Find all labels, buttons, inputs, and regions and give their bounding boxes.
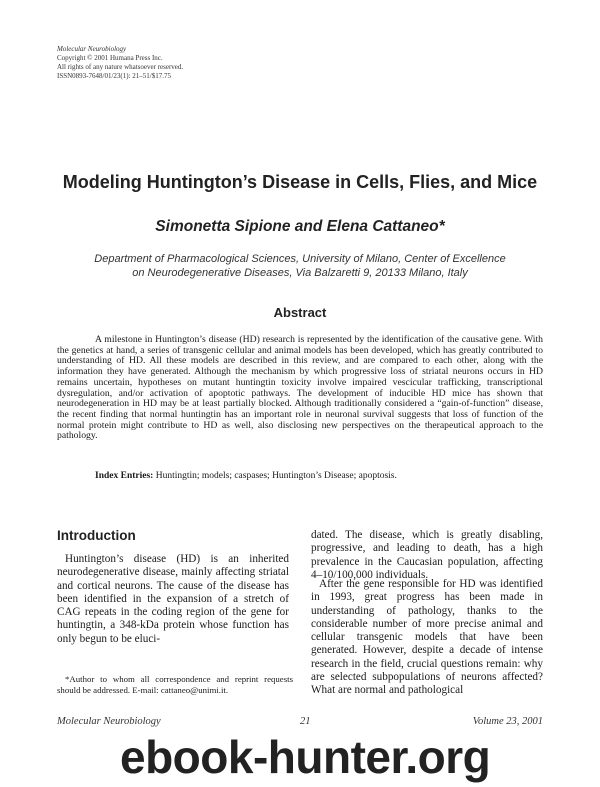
affiliation (60, 252, 540, 280)
watermark-text: ebook-hunter.org (120, 731, 491, 783)
issn-line: ISSN0893-7648/01/23(1): 21–51/$17.75 (57, 72, 171, 80)
footer-page-number: 21 (300, 716, 311, 727)
footer-journal: Molecular Neurobiology (57, 716, 161, 727)
journal-name: Molecular Neurobiology (57, 45, 127, 53)
intro-left-paragraph: Huntington’s disease (HD) is an inherited neurodegenerative disease, mainly affecting striatal and cortical neurons. The cause of the disease has been identified in the expansion of a stretch of CAG repeats in the coding region of the gene for huntingtin, a 348-kDa protein whose function has only begun to be eluci- (57, 553, 289, 645)
copyright-line: Copyright © 2001 Humana Press Inc. (57, 54, 163, 62)
intro-right-paragraph-2: After the gene responsible for HD was identified in 1993, great progress has been made in understanding of pathology, thanks to the considerable number of more precise animal and cellular transgenic models that have been generated. However, despite a decade of intense research in the field, crucial questions remain: why are selected subpopulations of neurons affected? What are normal and pathological (311, 578, 543, 697)
affiliation-line-2: on Neurodegenerative Diseases, Via Balzaretti 9, 20133 Milano, Italy (132, 267, 468, 279)
intro-right-paragraph-1: dated. The disease, which is greatly disabling, progressive, and leading to death, has a high prevalence in the Caucasian population, affecting 4–10/100,000 individuals. (311, 529, 543, 581)
journal-header (57, 45, 183, 81)
article-authors: Simonetta Sipione and Elena Cattaneo* (155, 218, 445, 235)
rights-line: All rights of any nature whatsoever reserved. (57, 63, 184, 71)
introduction-heading: Introduction (57, 528, 136, 543)
abstract-text: A milestone in Huntington’s disease (HD) research is represented by the identification of the causative gene. With the genetics at hand, a series of transgenic cellular and animal models has been developed, which has greatly contributed to understanding of HD. All these models are described in this review, and are compared to each other, along with the information they have generated. Although the mechanism by which progressive loss of striatal neurons occurs in HD remains uncertain, hypotheses on mutant huntingtin toxicity involve impaired vescicular trafficking, transcriptional dysregulation, and/or activation of apoptotic pathways. The development of inducible HD mice has shown that neurodegeneration in HD may be at least partially blocked. Although traditionally considered a “gain-of-function” disease, the recent finding that normal huntingtin has an important role in neuronal survival suggests that loss of function of the normal protein might contribute to HD as well, also disclosing new perspectives on the therapeutical approach to the pathology. (57, 334, 543, 442)
index-entries (95, 471, 545, 481)
correspondence-footnote: *Author to whom all correspondence and reprint requests should be addressed. E-mail: cattaneo@unimi.it. (57, 674, 293, 695)
index-terms: Huntingtin; models; caspases; Huntington’s Disease; apoptosis. (155, 471, 397, 481)
watermark (120, 729, 600, 787)
footer-volume: Volume 23, 2001 (472, 716, 543, 727)
affiliation-line-1: Department of Pharmacological Sciences, University of Milano, Center of Excellence (94, 253, 506, 265)
index-label: Index Entries: (95, 471, 154, 481)
article-title: Modeling Huntington’s Disease in Cells, Flies, and Mice (62, 172, 538, 192)
abstract-heading: Abstract (273, 305, 327, 320)
